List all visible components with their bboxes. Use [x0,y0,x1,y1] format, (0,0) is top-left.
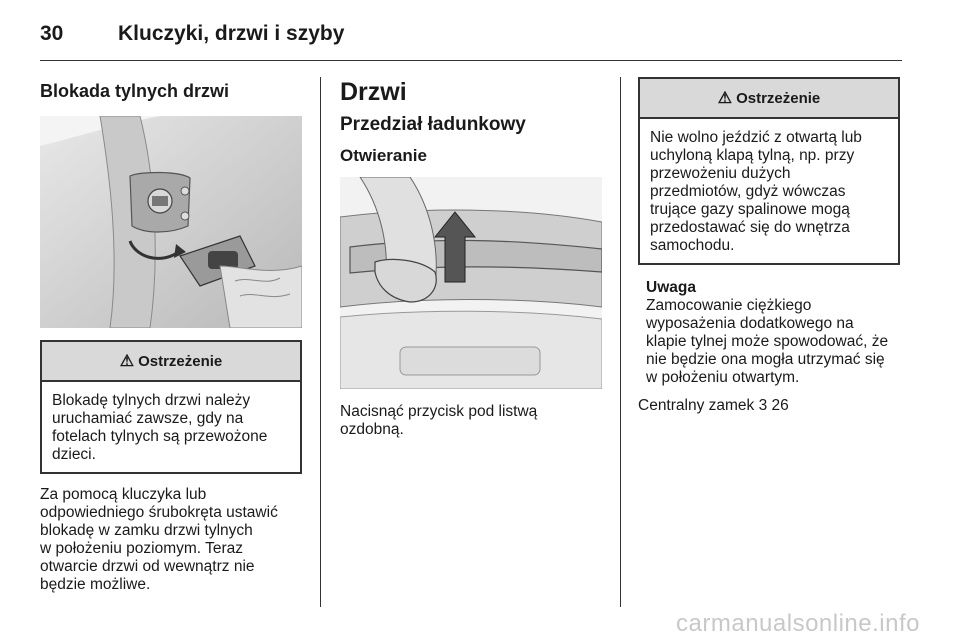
warning-box [40,340,302,474]
column-divider-1 [320,77,321,607]
warning-line: przewożeniu dużych [650,165,791,182]
warning-line: przedostawać się do wnętrza [650,219,850,236]
warning-line: samochodu. [650,237,735,254]
warning-triangle-icon: ⚠ [119,353,135,370]
watermark: carmanualsonline.info [676,610,920,637]
page-title: Kluczyki, drzwi i szyby [118,22,345,45]
subsection-heading: Przedział ładunkowy [340,114,526,135]
warning-body [640,119,898,263]
header-rule [40,60,902,61]
note-line: w położeniu otwartym. [646,369,800,386]
note-line: klapie tylnej może spowodować, że [646,333,889,350]
subsubsection-heading: Otwieranie [340,146,427,165]
note-title: Uwaga [646,279,696,296]
middle-column [340,77,602,439]
tailgate-opening-illustration [340,177,602,389]
section-heading: Drzwi [340,78,407,106]
warning-body [42,382,300,472]
xref-arrow-icon: 3 [758,397,768,414]
note-block [638,279,900,387]
warning-header [640,79,898,119]
warning-title: Ostrzeżenie [138,352,223,370]
body-paragraph [40,486,302,594]
page-number: 30 [40,22,64,45]
body-line: Nacisnąć przycisk pod listwą [340,403,538,420]
note-line: wyposażenia dodatkowego na [646,315,854,332]
note-line: Zamocowanie ciężkiego [646,297,812,314]
warning-line: dzieci. [52,446,96,463]
note-line: nie będzie ona mogła utrzymać się [646,351,885,368]
section-title: Blokada tylnych drzwi [40,81,230,101]
warning-header [42,342,300,382]
body-line: Za pomocą kluczyka lub [40,486,207,503]
body-line: będzie możliwe. [40,576,151,593]
page-header [40,14,902,58]
warning-line: fotelach tylnych są przewożone [52,428,268,445]
column-divider-2 [620,77,621,607]
body-line: blokadę w zamku drzwi tylnych [40,522,253,539]
warning-line: Blokadę tylnych drzwi należy [52,392,251,409]
warning-box [638,77,900,265]
warning-line: przedmiotów, gdyż wówczas [650,183,846,200]
warning-title: Ostrzeżenie [736,89,821,107]
rear-door-lock-illustration [40,116,302,328]
body-paragraph [340,403,602,439]
warning-line: Nie wolno jeździć z otwartą lub [650,129,862,146]
left-column [40,77,302,594]
xref-page: 26 [771,397,789,414]
xref-text: Centralny zamek [638,397,755,414]
body-line: ozdobną. [340,421,404,438]
warning-line: uruchamiać zawsze, gdy na [52,410,244,427]
warning-line: trujące gazy spalinowe mogą [650,201,850,218]
body-line: w położeniu poziomym. Teraz [40,540,244,557]
warning-triangle-icon: ⚠ [717,90,733,107]
body-line: odpowiedniego śrubokręta ustawić [40,504,278,521]
cross-reference[interactable] [638,397,900,415]
body-line: otwarcie drzwi od wewnątrz nie [40,558,255,575]
warning-line: uchyloną klapą tylną, np. przy [650,147,855,164]
right-column [638,77,900,415]
